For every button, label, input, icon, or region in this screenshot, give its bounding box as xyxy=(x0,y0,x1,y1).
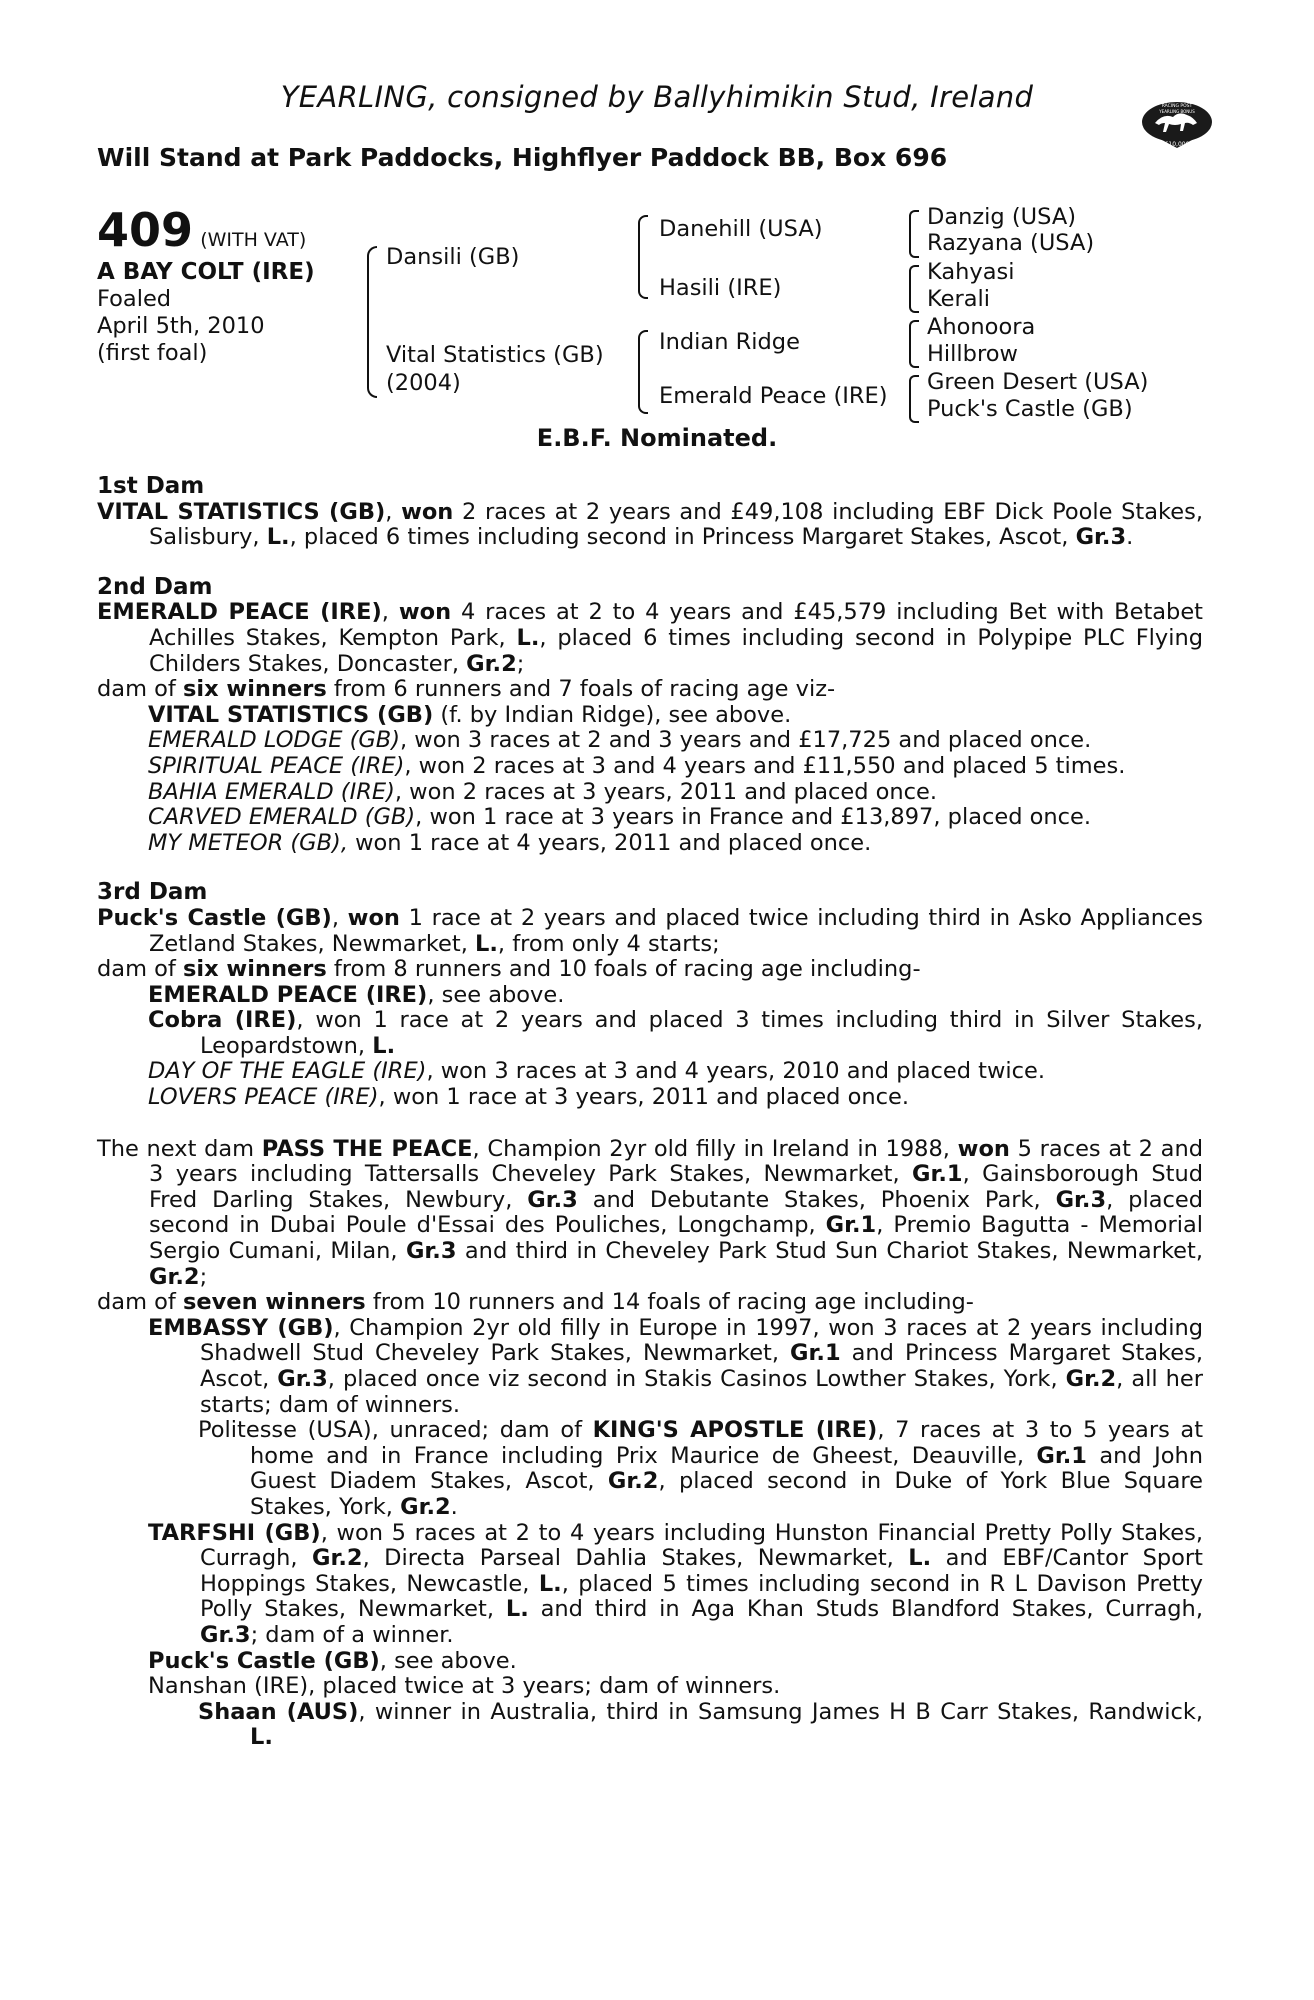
foaled-date: April 5th, 2010 xyxy=(97,313,265,339)
yearling-bonus-badge xyxy=(1139,96,1215,152)
pedigree-brace-g12 xyxy=(909,210,919,258)
badge-line2: YEARLING BONUS xyxy=(1159,109,1195,114)
lot-name: A BAY COLT (IRE) xyxy=(97,259,315,285)
produce-item: Cobra (IRE), won 1 race at 2 years and placed 3 times including third in Silver Stakes, Leopardstown, L. xyxy=(148,1007,1203,1059)
pedigree-sire: Dansili (GB) xyxy=(386,244,520,270)
pedigree-brace-g34 xyxy=(909,265,919,313)
produce-item: Shaan (AUS), winner in Australia, third in Samsung James H B Carr Stakes, Randwick, L. xyxy=(198,1698,1204,1751)
second-dam-record: EMERALD PEACE (IRE), won 4 races at 2 to 4 years and £45,579 including Bet with Betabet Achilles Stakes, Kempton Park, L., placed 6 times including second in Polypipe PLC Flying Childers Stakes, Doncaster, Gr.2; xyxy=(97,599,1204,677)
pedigree-g5: Ahonoora xyxy=(927,314,1036,340)
second-dam-heading: 2nd Dam xyxy=(97,573,213,600)
pedigree-brace-g56 xyxy=(909,320,919,368)
lot-number: 409 xyxy=(97,203,194,257)
pedigree-brace-sire xyxy=(638,215,648,299)
stand-location: Will Stand at Park Paddocks, Highflyer Paddock BB, Box 696 xyxy=(97,143,948,172)
pedigree-g1: Danzig (USA) xyxy=(927,204,1076,230)
ebf-nominated: E.B.F. Nominated. xyxy=(536,424,778,452)
third-dam-summary: dam of six winners from 8 runners and 10 foals of racing age including- xyxy=(97,956,921,983)
next-dam-record: The next dam PASS THE PEACE, Champion 2yr old filly in Ireland in 1988, won 5 races at 2 and 3 years including Tattersalls Cheveley Park Stakes, Newmarket, Gr.1, Gainsborough Stud Fred Darling Stakes, Newbury, Gr.3 and Debutante Stakes, Phoenix Park, Gr.3, placed second in Dubai Poule d'Essai des Pouliches, Longchamp, Gr.1, Premio Bagutta - Memorial Sergio Cumani, Milan, Gr.3 and third in Cheveley Park Stud Sun Chariot Stakes, Newmarket, Gr.2; xyxy=(97,1135,1204,1290)
pedigree-dam-dam: Emerald Peace (IRE) xyxy=(659,383,888,409)
foal-note: (first foal) xyxy=(97,340,208,366)
pedigree-dam: Vital Statistics (GB) xyxy=(386,342,604,368)
pedigree-g7: Green Desert (USA) xyxy=(927,369,1149,395)
next-dam-summary: dam of seven winners from 10 runners and 14 foals of racing age including- xyxy=(97,1289,974,1316)
pedigree-sire-sire: Danehill (USA) xyxy=(659,216,823,242)
produce-item: LOVERS PEACE (IRE), won 1 race at 3 years, 2011 and placed once. xyxy=(148,1084,909,1111)
pedigree-g4: Kerali xyxy=(927,286,991,312)
pedigree-g8: Puck's Castle (GB) xyxy=(927,396,1133,422)
produce-item: TARFSHI (GB), won 5 races at 2 to 4 years including Hunston Financial Pretty Polly Stakes, Curragh, Gr.2, Directa Parseal Dahlia Stakes, Newmarket, L. and EBF/Cantor Sport Hoppings Stakes, Newcastle, L., placed 5 times including second in R L Davison Pretty Polly Stakes, Newmarket, L. and third in Aga Khan Studs Blandford Stakes, Curragh, Gr.3; dam of a winner. xyxy=(148,1519,1203,1648)
produce-item: VITAL STATISTICS (GB) (f. by Indian Ridge), see above. xyxy=(148,701,792,728)
lot-vat: (WITH VAT) xyxy=(200,229,307,251)
produce-item: EMERALD LODGE (GB), won 3 races at 2 and 3 years and £17,725 and placed once. xyxy=(148,727,1092,754)
produce-item: Politesse (USA), unraced; dam of KING'S APOSTLE (IRE), 7 races at 3 to 5 years at home and in France including Prix Maurice de Gheest, Deauville, Gr.1 and John Guest Diadem Stakes, Ascot, Gr.2, placed second in Duke of York Blue Square Stakes, York, Gr.2. xyxy=(198,1417,1204,1520)
produce-item: MY METEOR (GB), won 1 race at 4 years, 2011 and placed once. xyxy=(148,829,872,856)
foaled-label: Foaled xyxy=(97,286,172,312)
produce-item: BAHIA EMERALD (IRE), won 2 races at 3 years, 2011 and placed once. xyxy=(148,778,938,805)
lot-info xyxy=(97,205,315,367)
third-dam-record: Puck's Castle (GB), won 1 race at 2 years and placed twice including third in Asko Appliances Zetland Stakes, Newmarket, L., from only 4 starts; xyxy=(97,904,1203,957)
pedigree-dam-sire: Indian Ridge xyxy=(659,329,800,355)
page-title: YEARLING, consigned by Ballyhimikin Stud, Ireland xyxy=(280,80,1034,114)
first-dam-heading: 1st Dam xyxy=(97,473,205,499)
produce-item: CARVED EMERALD (GB), won 1 race at 3 years in France and £13,897, placed once. xyxy=(148,804,1092,831)
produce-item: Puck's Castle (GB), see above. xyxy=(148,1647,517,1674)
second-dam-summary: dam of six winners from 6 runners and 7 foals of racing age viz- xyxy=(97,676,836,703)
pedigree-brace-g78 xyxy=(909,375,919,423)
produce-item: Nanshan (IRE), placed twice at 3 years; dam of winners. xyxy=(148,1673,781,1700)
pedigree-brace-dam xyxy=(638,330,648,414)
produce-item: EMERALD PEACE (IRE), see above. xyxy=(148,981,565,1008)
produce-item: DAY OF THE EAGLE (IRE), won 3 races at 3 and 4 years, 2010 and placed twice. xyxy=(148,1058,1046,1085)
third-dam-heading: 3rd Dam xyxy=(97,879,208,906)
produce-record xyxy=(97,474,1203,1751)
badge-line1: RACING POST xyxy=(1161,104,1193,109)
pedigree-brace-main xyxy=(367,246,377,398)
badge-amount: £10,000 xyxy=(1164,141,1190,148)
pedigree-sire-dam: Hasili (IRE) xyxy=(659,275,782,301)
pedigree-g6: Hillbrow xyxy=(927,341,1018,367)
pedigree-g2: Razyana (USA) xyxy=(927,230,1095,256)
produce-item: SPIRITUAL PEACE (IRE), won 2 races at 3 and 4 years and £11,550 and placed 5 times. xyxy=(148,752,1126,779)
first-dam-record: VITAL STATISTICS (GB), won 2 races at 2 years and £49,108 including EBF Dick Poole Stakes, Salisbury, L., placed 6 times including second in Princess Margaret Stakes, Ascot, Gr.3. xyxy=(97,498,1203,551)
produce-item: EMBASSY (GB), Champion 2yr old filly in Europe in 1997, won 3 races at 2 years including Shadwell Stud Cheveley Park Stakes, Newmarket, Gr.1 and Princess Margaret Stakes, Ascot, Gr.3, placed once viz second in Stakis Casinos Lowther Stakes, York, Gr.2, all her starts; dam of winners. xyxy=(148,1314,1203,1418)
pedigree-g3: Kahyasi xyxy=(927,259,1015,285)
pedigree-dam-year: (2004) xyxy=(386,370,461,396)
